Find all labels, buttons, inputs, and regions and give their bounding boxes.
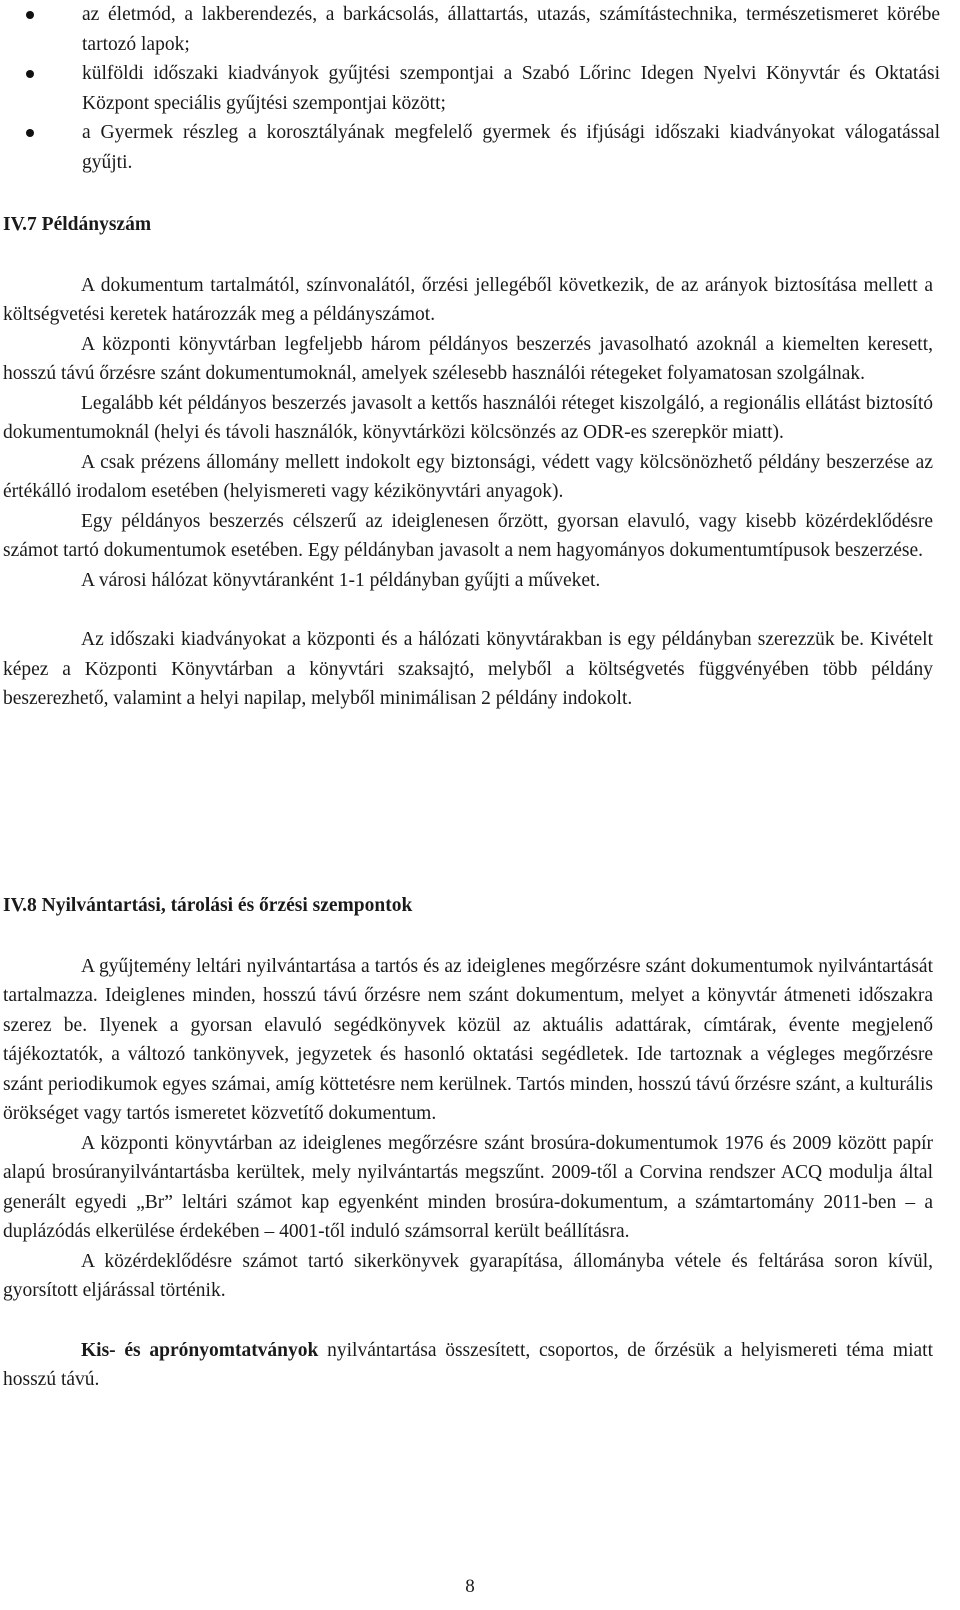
list-item: [26, 118, 940, 177]
bullet-icon: [26, 70, 34, 78]
paragraph: A városi hálózat könyvtáranként 1-1 példányban gyűjti a műveket.: [81, 569, 601, 591]
paragraph: A központi könyvtárban az ideiglenes megőrzésre szánt brosúra-dokumentumok 1976 és 2009 között papír alapú brosúranyilvántartásba kerültek, mely nyilvántartás megszűnt. 2009-től a Corvina rendszer ACQ modulja által generált egyedi „Br” leltári számot kap egyenként minden brosúra-dokumentum, a számtartomány 2011-ben – a duplázódás elkerülése érdekében – 4001-től induló számsorral került beállításra.: [3, 1132, 933, 1242]
section-heading: IV.7 Példányszám: [3, 214, 152, 235]
section-heading: IV.8 Nyilvántartási, tárolási és őrzési szempontok: [3, 895, 413, 916]
paragraph: Legalább két példányos beszerzés javasolt a kettős használói réteget kiszolgáló, a regionális ellátást biztosító dokumentumoknál (helyi és távoli használók, könyvtárközi kölcsönzés az ODR-es szerepkör miatt).: [3, 392, 933, 443]
paragraph: A csak prézens állomány mellett indokolt egy biztonsági, védett vagy kölcsönözhető példány beszerzése az értékálló irodalom esetében (helyismereti vagy kézikönyvtári anyagok).: [3, 451, 933, 502]
list-item: [26, 59, 940, 118]
section-iv8: [3, 891, 933, 1395]
paragraph: A dokumentum tartalmától, színvonalától, őrzési jellegéből következik, de az arányok biztosítása mellett a költségvetési keretek határozzák meg a példányszámot.: [3, 274, 933, 325]
paragraph: A gyűjtemény leltári nyilvántartása a tartós és az ideiglenes megőrzésre szánt dokumentumok nyilvántartását tartalmazza. Ideiglenes minden, hosszú távú őrzésre nem szánt dokumentum, melyet a könyvtár átmeneti időszakra szerez be. Ilyenek a gyorsan elavuló segédkönyvek közül az aktuális adattárak, címtárak, évente megjelenő tájékoztatók, a változó tankönyvek, jegyzetek és hasonló oktatási segédletek. Ide tartoznak a végleges megőrzésre szánt periodikumok egyes számai, amíg köttetésre nem kerülnek. Tartós minden, hosszú távú őrzésre szánt, a kulturális örökséget vagy tartós ismeretet közvetítő dokumentum.: [3, 955, 933, 1124]
paragraph: A közérdeklődésre számot tartó sikerkönyvek gyarapítása, állományba vétele és feltárása soron kívül, gyorsított eljárással történik.: [3, 1250, 933, 1301]
paragraph: [3, 1336, 933, 1395]
bullet-text: a Gyermek részleg a korosztályának megfelelő gyermek és ifjúsági időszaki kiadványokat válogatással gyűjti.: [82, 122, 940, 173]
paragraph: A központi könyvtárban legfeljebb három példányos beszerzés javasolható azoknál a kiemelten keresett, hosszú távú őrzésre szánt dokumentumoknál, amelyek szélesebb használói rétegeket folyamatosan szolgálnak.: [3, 333, 933, 384]
paragraph-rest: nyilvántartása összesített, csoportos, de őrzésük a helyismereti téma miatt hosszú távú.: [3, 1339, 933, 1390]
bullet-icon: [26, 129, 34, 137]
bullet-text: külföldi időszaki kiadványok gyűjtési szempontjai a Szabó Lőrinc Idegen Nyelvi Könyvtár és Oktatási Központ speciális gyűjtési szempontjai között;: [82, 63, 940, 114]
bullet-icon: [26, 11, 34, 19]
bullet-text: az életmód, a lakberendezés, a barkácsolás, állattartás, utazás, számítástechnika, természetismeret körébe tartozó lapok;: [82, 4, 940, 55]
bold-term: Kis- és aprónyomtatványok: [81, 1339, 319, 1361]
page-number: 8: [465, 1576, 475, 1597]
section-iv7: [3, 210, 933, 714]
list-item: [26, 0, 940, 59]
paragraph: Egy példányos beszerzés célszerű az ideiglenesen őrzött, gyorsan elavuló, vagy kisebb közérdeklődésre számot tartó dokumentumok esetében. Egy példányban javasolt a nem hagyományos dokumentumtípusok beszerzése.: [3, 510, 933, 561]
paragraph: Az időszaki kiadványokat a központi és a hálózati könyvtárakban is egy példányban szerezzük be. Kivételt képez a Központi Könyvtárban a könyvtári szaksajtó, melyből a költségvetés függvényében több példány beszerezhető, valamint a helyi napilap, melyből minimálisan 2 példány indokolt.: [3, 629, 933, 709]
bullet-list: [26, 0, 940, 177]
